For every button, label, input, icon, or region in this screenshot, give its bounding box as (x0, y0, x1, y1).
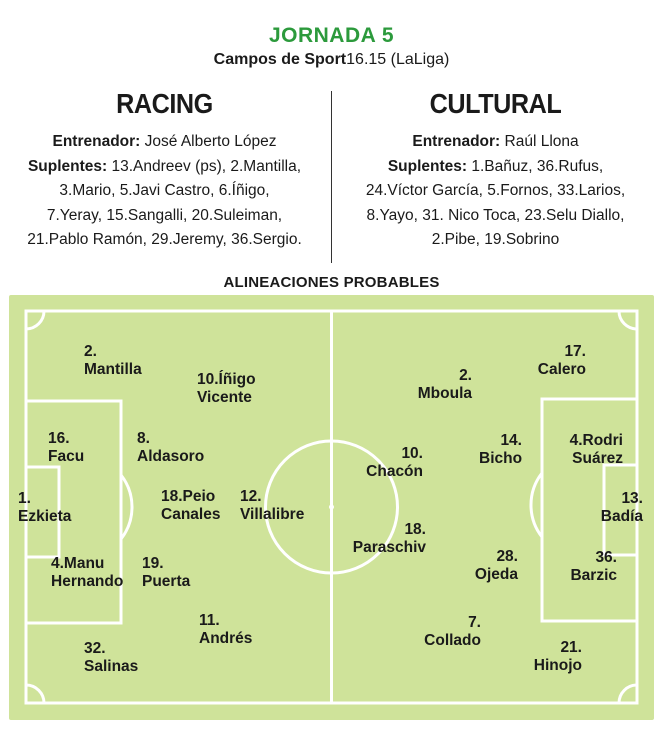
subs-cultural-3: 8.Yayo, 31. Nico Toca, 23.Selu Diallo, (366, 206, 625, 224)
player-name: Puerta (142, 573, 191, 590)
corner-arc-br (619, 685, 637, 703)
player-racing (48, 430, 84, 466)
player-number: 18. (404, 521, 426, 538)
player-name: Collado (424, 632, 481, 649)
subs-label: Suplentes: (27, 157, 108, 175)
player-racing (51, 555, 123, 591)
team-name-racing: RACING (116, 88, 213, 119)
player-number: 4.Rodri (569, 432, 623, 449)
player-name: Calero (537, 361, 586, 378)
player-racing (240, 488, 304, 524)
player-number: 8. (137, 430, 150, 447)
venue-name: Campos de Sport (213, 51, 347, 68)
player-cultural (422, 614, 481, 650)
player-number: 13. (621, 490, 643, 507)
team-cultural-info (338, 88, 653, 253)
player-cultural (479, 432, 522, 468)
player-name: Hinojo (533, 657, 582, 674)
coach-cultural (338, 130, 653, 155)
subs-cultural-1 (338, 155, 653, 180)
player-racing (18, 490, 71, 526)
player-number: 1. (18, 490, 31, 507)
subs-racing-1 (7, 155, 322, 180)
player-number: 16. (48, 430, 70, 447)
player-name: Vicente (197, 389, 252, 406)
player-number: 7. (468, 614, 481, 631)
player-name: Hernando (51, 573, 124, 590)
player-name: Paraschiv (352, 539, 426, 556)
left-penalty-arc (121, 475, 132, 539)
corner-arc-tr (619, 311, 637, 329)
coach-name: José Alberto López (140, 133, 277, 150)
player-number: 36. (595, 549, 617, 566)
player-name: Chacón (366, 463, 423, 480)
player-name: Villalibre (240, 506, 305, 523)
subs-label: Suplentes: (387, 157, 468, 175)
player-cultural (598, 490, 643, 526)
coach-label: Entrenador: (412, 133, 501, 150)
player-number: 4.Manu (51, 555, 105, 572)
player-number: 2. (84, 343, 97, 360)
player-name: Mantilla (84, 361, 142, 378)
player-racing (84, 343, 142, 379)
player-number: 21. (560, 639, 582, 656)
corner-arc-bl (26, 685, 44, 703)
player-name: Mboula (417, 385, 472, 402)
player-number: 28. (496, 548, 518, 565)
coach-name: Raúl Llona (500, 133, 579, 150)
player-name: Barzic (570, 567, 617, 584)
player-number: 17. (564, 343, 586, 360)
player-number: 12. (240, 488, 262, 505)
subs-cultural-4: 2.Pibe, 19.Sobrino (431, 231, 560, 248)
lineups-title: ALINEACIONES PROBABLES (223, 274, 440, 291)
player-name: Ojeda (474, 566, 518, 583)
player-racing (197, 371, 256, 407)
player-cultural (530, 639, 582, 675)
subs-text: 1.Bañuz, 36.Rufus, (467, 157, 604, 175)
player-number: 19. (142, 555, 164, 572)
player-number: 2. (459, 367, 472, 384)
player-number: 10. (401, 445, 423, 462)
subs-racing-4: 21.Pablo Ramón, 29.Jeremy, 36.Sergio. (27, 231, 302, 248)
subs-cultural-2: 24.Víctor García, 5.Fornos, 33.Larios, (365, 182, 626, 199)
player-name: Andrés (199, 630, 253, 647)
subs-text: 13.Andreev (ps), 2.Mantilla, (107, 157, 302, 175)
right-penalty-arc (531, 473, 542, 537)
center-spot (329, 505, 334, 510)
player-number: 11. (199, 612, 220, 629)
player-name: Ezkieta (18, 508, 72, 525)
player-name: Suárez (572, 450, 623, 467)
venue-time (0, 51, 663, 69)
corner-arc-tl (26, 311, 44, 329)
subs-racing-2: 3.Mario, 5.Javi Castro, 6.Íñigo, (59, 182, 270, 199)
player-name: Facu (48, 448, 85, 465)
player-name: Badía (600, 508, 643, 525)
player-racing (199, 612, 252, 648)
player-racing (137, 430, 204, 466)
coach-label: Entrenador: (52, 133, 141, 150)
kickoff-time: 16.15 (LaLiga) (346, 51, 450, 68)
player-cultural (536, 343, 586, 379)
player-cultural (472, 548, 518, 584)
team-name-cultural: CULTURAL (429, 88, 562, 119)
player-cultural (568, 549, 617, 585)
team-racing-info (7, 88, 322, 253)
player-name: Canales (161, 506, 221, 523)
player-name: Bicho (479, 450, 523, 467)
player-number: 14. (500, 432, 522, 449)
player-name: Aldasoro (137, 448, 205, 465)
player-name: Salinas (84, 658, 139, 675)
subs-racing-3: 7.Yeray, 15.Sangalli, 20.Suleiman, (46, 206, 283, 224)
player-number: 32. (84, 640, 106, 657)
player-number: 18.Peio (161, 488, 216, 505)
player-cultural (366, 445, 423, 481)
player-cultural (565, 432, 623, 468)
coach-racing (7, 130, 322, 155)
team-divider (331, 91, 332, 263)
player-racing (84, 640, 138, 676)
round-title: JORNADA 5 (268, 24, 395, 47)
player-racing (161, 488, 220, 524)
player-racing (142, 555, 190, 591)
player-number: 10.Íñigo (197, 371, 256, 388)
player-cultural (412, 367, 472, 403)
player-cultural (352, 521, 426, 557)
